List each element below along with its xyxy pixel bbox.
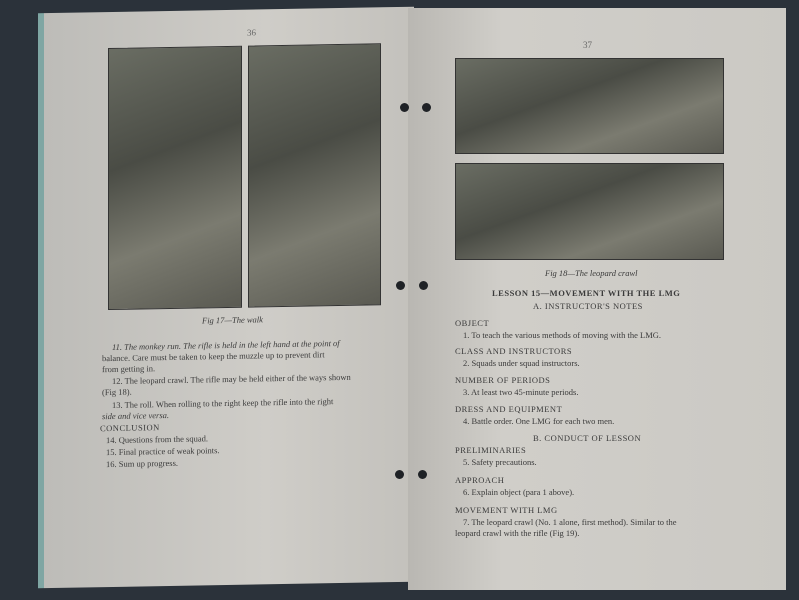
text-line: 11. The monkey run. The rifle is held in the left hand at the point of bbox=[112, 338, 340, 352]
binding-hole bbox=[395, 470, 404, 479]
text-line: 1. To teach the various methods of moving with the LMG. bbox=[463, 330, 662, 340]
text-line: 5. Safety precautions. bbox=[463, 457, 537, 467]
text-line: (Fig 18). bbox=[102, 386, 132, 398]
heading: CLASS AND INSTRUCTORS bbox=[455, 346, 573, 356]
text-line: 3. At least two 45-minute periods. bbox=[463, 387, 579, 397]
photo-soldier-walking-2 bbox=[248, 43, 381, 307]
conclusion-heading: CONCLUSION bbox=[100, 422, 160, 434]
section-b-heading: B. CONDUCT OF LESSON bbox=[533, 433, 642, 443]
text-line: balance. Care must be taken to keep the muzzle up to prevent dirt bbox=[102, 349, 325, 364]
page-number: 37 bbox=[583, 40, 592, 50]
figure-caption: Fig 17—The walk bbox=[202, 314, 263, 326]
page-number: 36 bbox=[247, 27, 256, 38]
text-line: 4. Battle order. One LMG for each two men. bbox=[463, 416, 615, 426]
binding-hole bbox=[400, 103, 409, 112]
binding-hole bbox=[418, 470, 427, 479]
list-item: 15. Final practice of weak points. bbox=[106, 445, 220, 458]
photo-soldier-walking-1 bbox=[108, 46, 242, 310]
list-item: 14. Questions from the squad. bbox=[106, 433, 208, 446]
lesson-title: LESSON 15—MOVEMENT WITH THE LMG bbox=[492, 288, 681, 298]
figure-caption: Fig 18—The leopard crawl bbox=[545, 268, 638, 278]
text-line: 12. The leopard crawl. The rifle may be held either of the ways shown bbox=[112, 371, 351, 386]
text-line: leopard crawl with the rifle (Fig 19). bbox=[455, 528, 580, 538]
text-line: side and vice versa. bbox=[102, 409, 170, 422]
list-item: 16. Sum up progress. bbox=[106, 457, 179, 470]
text-line: from getting in. bbox=[102, 363, 156, 375]
left-page bbox=[38, 7, 414, 589]
binding-hole bbox=[422, 103, 431, 112]
heading: PRELIMINARIES bbox=[455, 445, 527, 455]
text-line: 13. The roll. When rolling to the right keep the rifle into the right bbox=[112, 396, 334, 410]
text-line: 7. The leopard crawl (No. 1 alone, first method). Similar to the bbox=[463, 517, 677, 527]
heading: NUMBER OF PERIODS bbox=[455, 375, 551, 385]
heading: APPROACH bbox=[455, 475, 505, 485]
photo-leopard-crawl-1 bbox=[455, 58, 724, 154]
binding-hole bbox=[396, 281, 405, 290]
text-line: 6. Explain object (para 1 above). bbox=[463, 487, 575, 497]
photo-leopard-crawl-2 bbox=[455, 163, 724, 260]
section-a-heading: A. INSTRUCTOR'S NOTES bbox=[533, 301, 643, 311]
heading: MOVEMENT WITH LMG bbox=[455, 505, 558, 515]
right-page bbox=[408, 8, 786, 590]
text-line: 2. Squads under squad instructors. bbox=[463, 358, 580, 368]
binding-hole bbox=[419, 281, 428, 290]
heading: DRESS AND EQUIPMENT bbox=[455, 404, 563, 414]
heading: OBJECT bbox=[455, 318, 490, 328]
